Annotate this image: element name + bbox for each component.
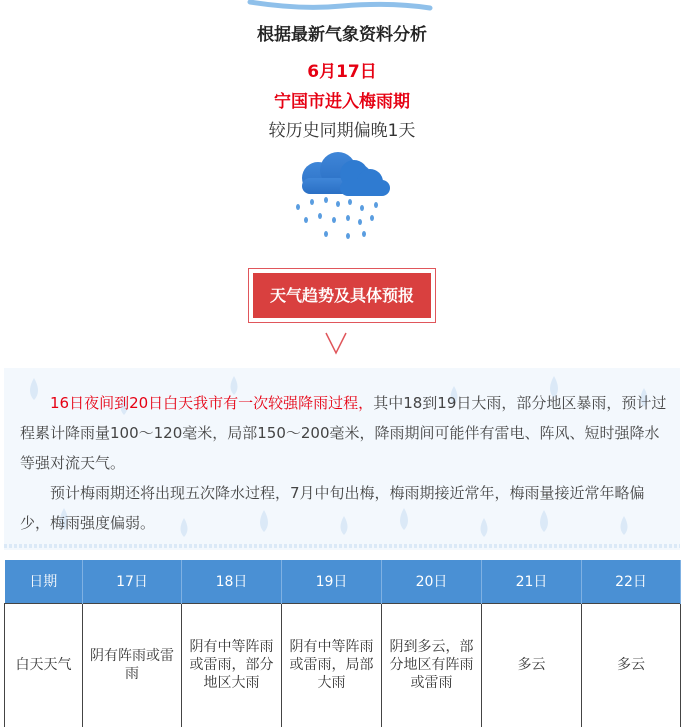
table-row <box>5 603 681 727</box>
chevron-down-icon <box>324 331 348 355</box>
summary-panel <box>4 368 680 550</box>
table-cell: 阴有阵雨或雷雨 <box>83 603 182 727</box>
summary-text <box>20 388 668 538</box>
row-label-daytime-weather: 白天天气 <box>5 603 83 727</box>
header-day-18: 18日 <box>182 560 282 603</box>
header-day-21: 21日 <box>482 560 582 603</box>
plum-rain-note: 较历史同期偏晚1天 <box>268 121 416 141</box>
table-cell: 阴到多云，部分地区有阵雨或雷雨 <box>382 603 482 727</box>
forecast-table <box>4 560 681 727</box>
panel-bottom-border <box>4 542 680 550</box>
header-day-17: 17日 <box>83 560 182 603</box>
header-day-19: 19日 <box>282 560 382 603</box>
summary-paragraph-1 <box>20 388 668 478</box>
table-cell: 多云 <box>482 603 582 727</box>
forecast-button-frame <box>248 268 436 323</box>
table-cell: 阴有中等阵雨或雷雨，部分地区大雨 <box>182 603 282 727</box>
header-day-22: 22日 <box>582 560 681 603</box>
analysis-intro: 根据最新气象资料分析 <box>257 25 427 45</box>
plum-rain-date: 6月17日 <box>307 62 377 82</box>
summary-paragraph-2: 预计梅雨期还将出现五次降水过程，7月中旬出梅，梅雨期接近常年，梅雨量接近常年略偏少，梅雨强度偏弱。 <box>20 484 645 532</box>
table-cell: 多云 <box>582 603 681 727</box>
summary-detail: 其中18到19日大雨，部分地区暴雨，预计过程累计降雨量100～120毫米，局部150～200毫米，降雨期间可能伴有雷电、阵风、短时强降水等强对流天气。 <box>20 394 667 472</box>
forecast-button[interactable]: 天气趋势及具体预报 <box>253 273 431 318</box>
table-cell: 阴有中等阵雨或雷雨，局部大雨 <box>282 603 382 727</box>
table-header-row <box>5 560 681 603</box>
plum-rain-event: 宁国市进入梅雨期 <box>274 92 410 112</box>
top-wave-decoration <box>0 0 684 14</box>
header-date: 日期 <box>5 560 83 603</box>
header-day-20: 20日 <box>382 560 482 603</box>
rain-cloud-icon <box>290 150 395 245</box>
summary-highlight: 16日夜间到20日白天我市有一次较强降雨过程， <box>50 394 374 412</box>
